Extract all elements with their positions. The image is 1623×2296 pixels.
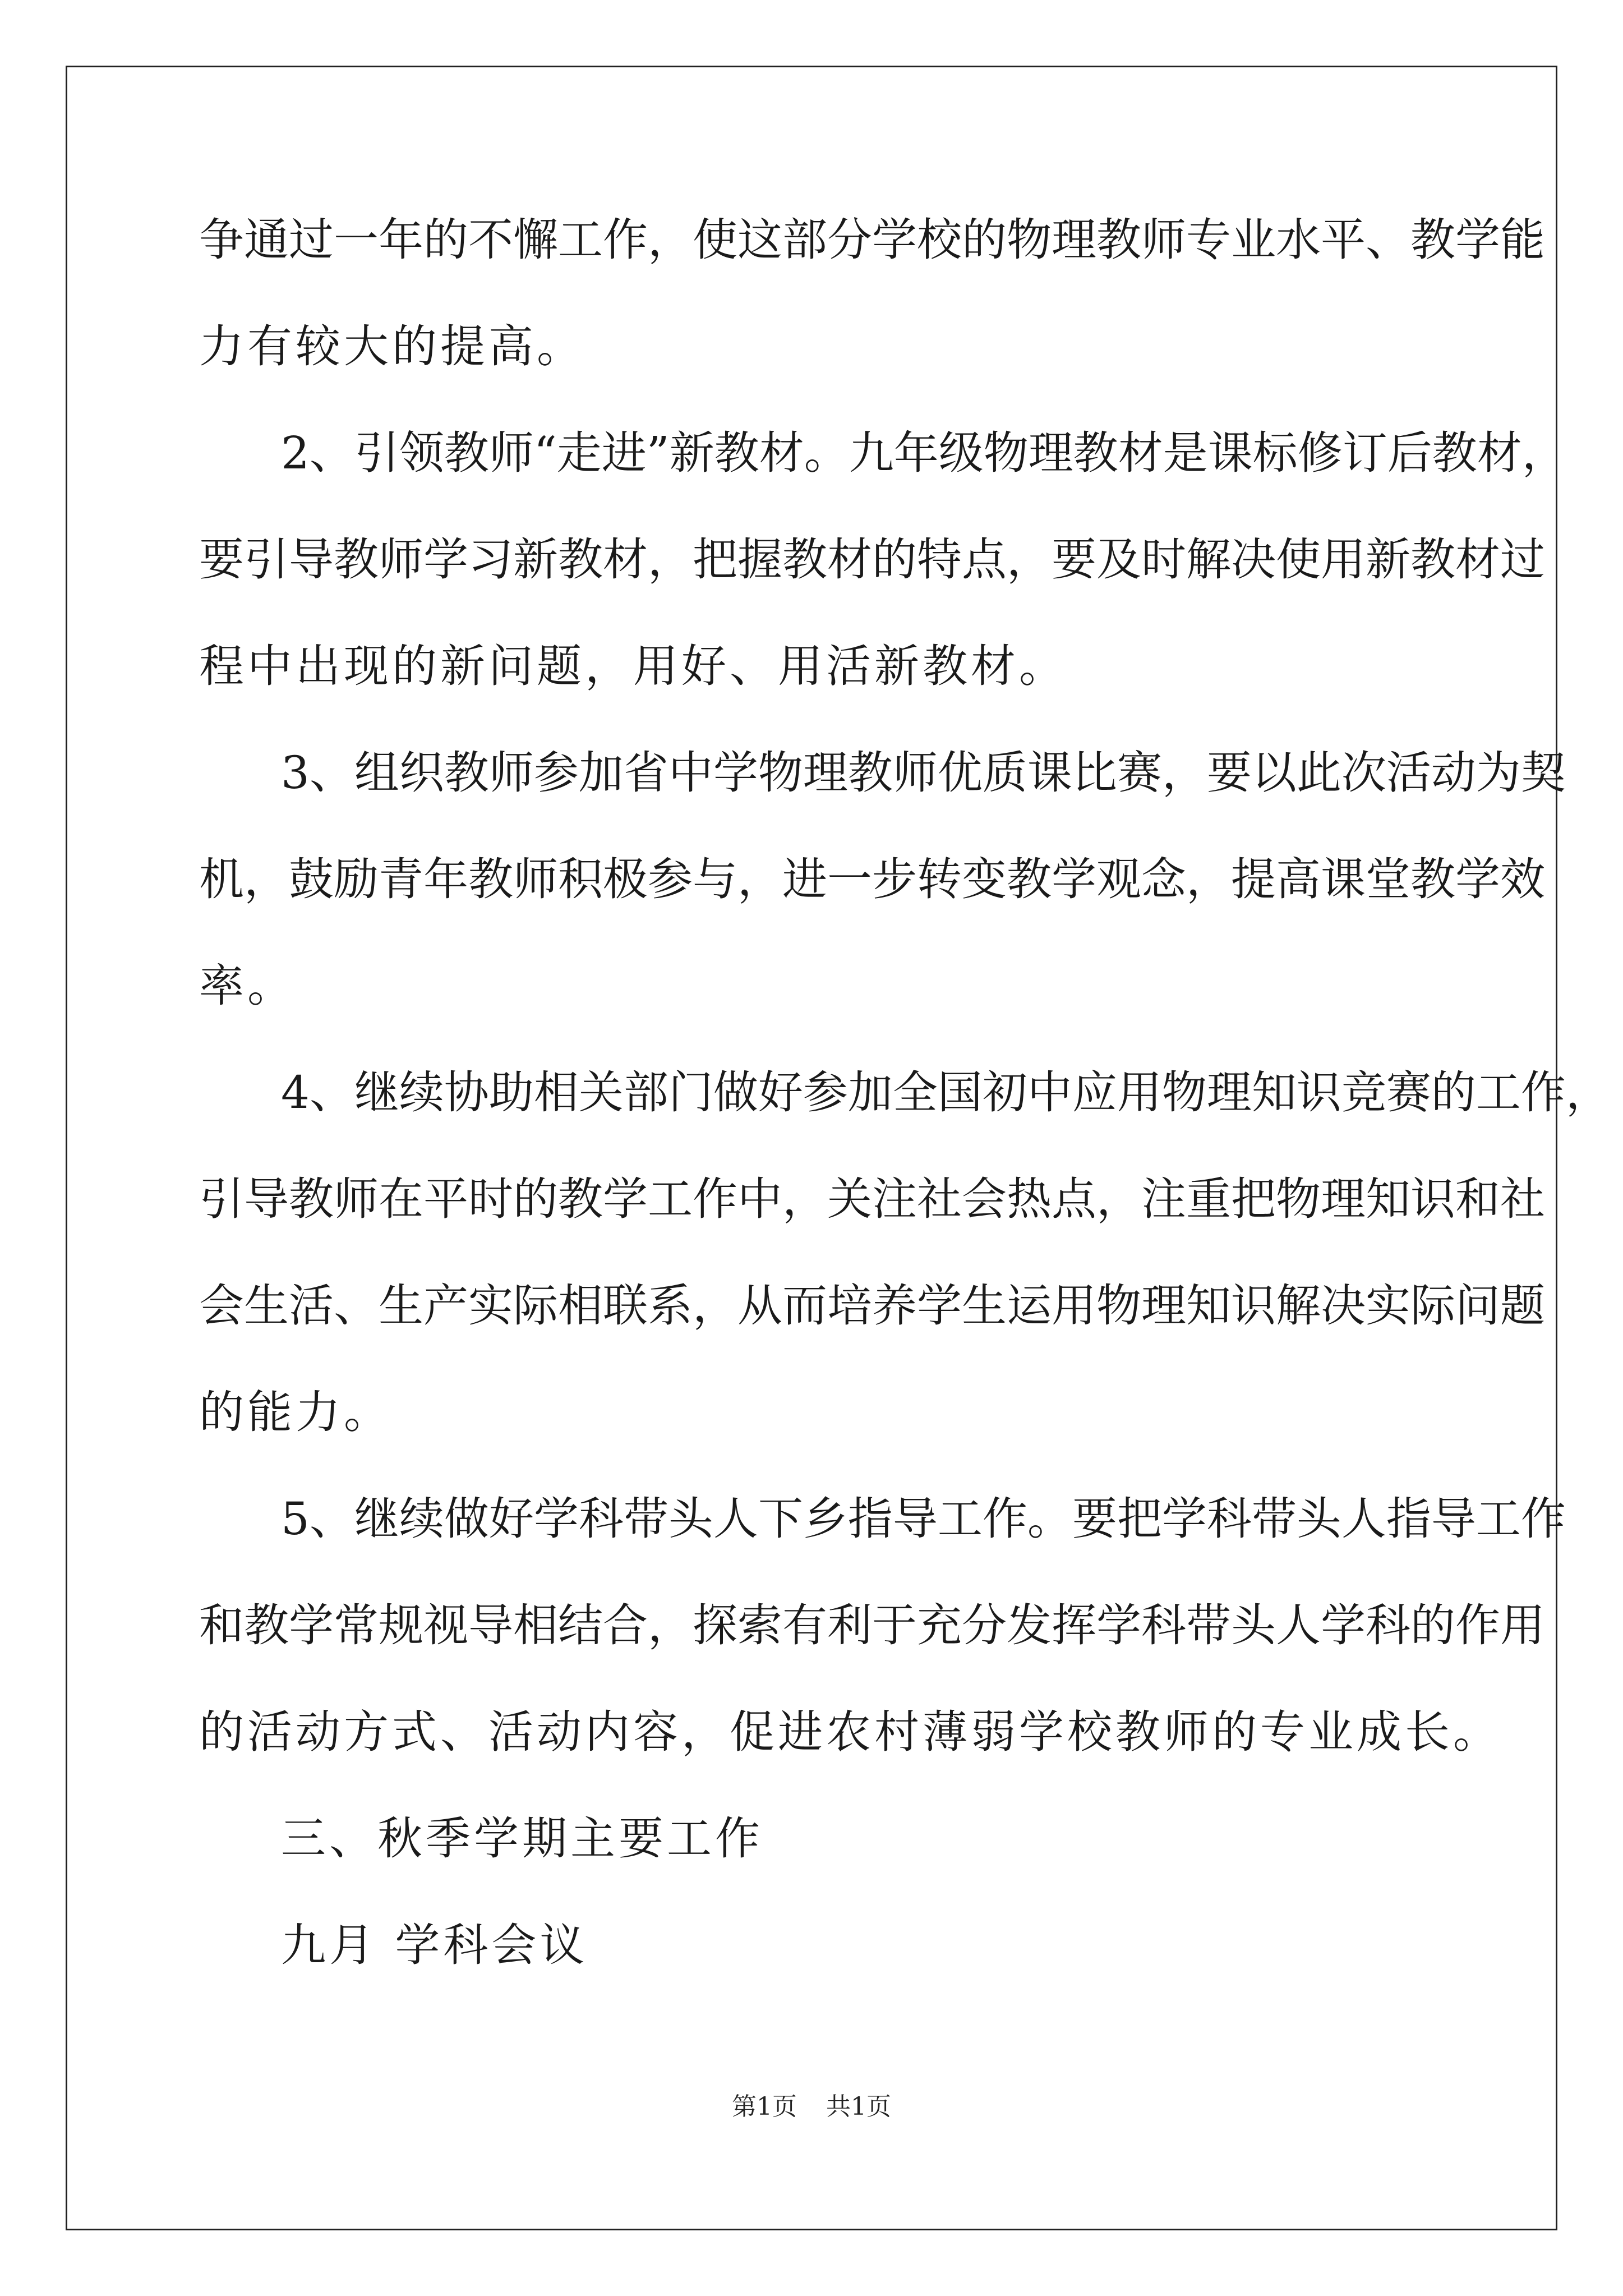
text-line: 争通过一年的不懈工作，使这部分学校的物理教师专业水平、教学能	[199, 214, 1545, 266]
sub-heading: 九月 学科会议	[281, 1919, 588, 1971]
page-total: 共1页	[826, 2092, 891, 2121]
text-line: 率。	[199, 960, 296, 1012]
text-line: 力有较大的提高。	[199, 320, 585, 372]
text-line: 会生活、生产实际相联系，从而培养学生运用物理知识解决实际问题	[199, 1280, 1545, 1332]
text-line: 5、继续做好学科带头人下乡指导工作。要把学科带头人指导工作	[281, 1493, 1566, 1545]
text-line: 4、继续协助相关部门做好参加全国初中应用物理知识竞赛的工作，	[281, 1066, 1611, 1119]
text-line: 程中出现的新问题，用好、用活新教材。	[199, 640, 1067, 692]
page-number: 第1页	[732, 2092, 797, 2121]
text-line: 引导教师在平时的教学工作中，关注社会热点，注重把物理知识和社	[199, 1173, 1545, 1225]
section-heading: 三、秋季学期主要工作	[281, 1812, 763, 1865]
text-line: 的能力。	[199, 1386, 392, 1438]
text-line: 机，鼓励青年教师积极参与，进一步转变教学观念，提高课堂教学效	[199, 853, 1545, 905]
text-line: 2、引领教师“走进”新教材。九年级物理教材是课标修订后教材，	[281, 427, 1567, 479]
text-line: 3、组织教师参加省中学物理教师优质课比赛，要以此次活动为契	[281, 747, 1566, 799]
text-line: 的活动方式、活动内容，促进农村薄弱学校教师的专业成长。	[199, 1706, 1501, 1758]
page-border	[66, 66, 1611, 2230]
page-footer	[0, 2090, 1623, 2124]
text-line: 要引导教师学习新教材，把握教材的特点，要及时解决使用新教材过	[199, 533, 1545, 586]
text-line: 和教学常规视导相结合，探索有利于充分发挥学科带头人学科的作用	[199, 1599, 1545, 1651]
